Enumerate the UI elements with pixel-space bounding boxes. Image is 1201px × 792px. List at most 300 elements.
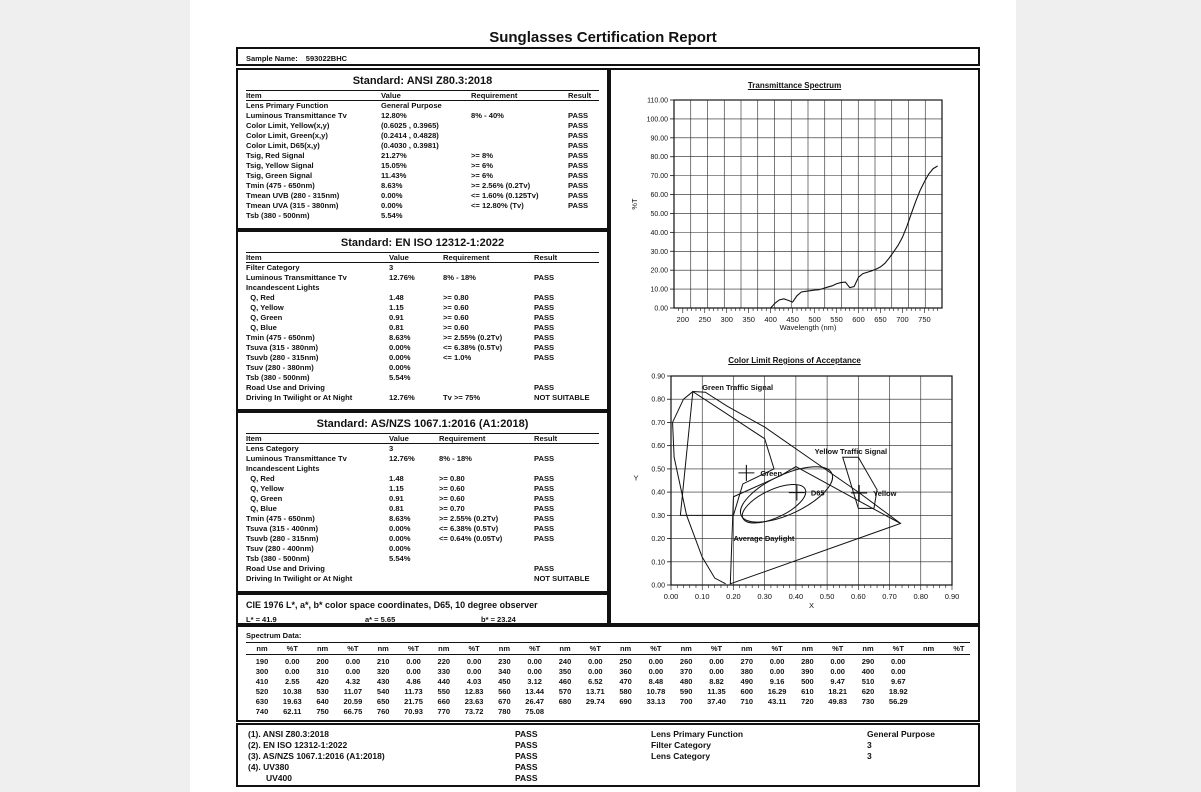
- spectrum-cell: 9.47: [830, 677, 845, 686]
- spectrum-cell: 49.83: [828, 697, 848, 706]
- asnzs-cell-item: Q, Green: [246, 494, 283, 503]
- ansi-cell-value: 21.27%: [381, 151, 407, 160]
- spectrum-cell: 220: [437, 657, 451, 666]
- color-limit-y-tick-label: 0.00: [651, 582, 665, 590]
- en-iso-title: Standard: EN ISO 12312-1:2022: [340, 237, 505, 249]
- spectrum-cell: 18.92: [888, 687, 908, 696]
- spectrum-header-cell: %T: [529, 644, 541, 653]
- asnzs-cell-result: PASS: [534, 494, 555, 503]
- spectrum-cell: 33.13: [646, 697, 666, 706]
- daylight-label: Average Daylight: [733, 533, 795, 543]
- spectrum-cell: 350: [558, 667, 572, 676]
- spectrum-cell: 62.11: [283, 707, 302, 716]
- spectrum-cell: 600: [740, 687, 754, 696]
- ansi-col-requirement: Requirement: [471, 91, 518, 100]
- en-cell-requirement: 8% - 18%: [443, 273, 476, 282]
- spectrum-cell: 730: [861, 697, 875, 706]
- en-cell-value: 1.15: [389, 303, 404, 312]
- spectrum-cell: 360: [619, 667, 632, 676]
- spectrum-cell: 0.00: [345, 657, 361, 666]
- ansi-cell-result: PASS: [568, 181, 589, 190]
- spectrum-cell: 340: [498, 667, 511, 676]
- color-limit-plot-frame: [671, 376, 952, 585]
- spectrum-cell: 75.08: [525, 707, 545, 716]
- transmittance-x-tick-label: 300: [720, 315, 733, 324]
- ansi-row: [246, 101, 599, 111]
- asnzs-row: [246, 544, 599, 554]
- spectrum-cell: 520: [255, 687, 269, 696]
- ansi-cell-value: (0.6025 , 0.3965): [381, 121, 439, 130]
- ansi-cell-result: PASS: [568, 151, 589, 160]
- asnzs-cell-item: Q, Yellow: [246, 484, 284, 493]
- spectrum-cell: 6.52: [587, 677, 603, 686]
- ansi-col-value: Value: [381, 91, 401, 100]
- spectrum-cell: 43.11: [767, 697, 787, 706]
- asnzs-cell-item: Tsuv (280 - 400nm): [246, 544, 314, 553]
- transmittance-y-tick-label: 20.00: [650, 267, 668, 275]
- asnzs-cell-requirement: >= 0.80: [439, 474, 465, 483]
- spectrum-cell: 740: [255, 707, 269, 716]
- ansi-row: [246, 201, 599, 211]
- transmittance-x-tick-label: 200: [676, 315, 690, 324]
- spectrum-header-cell: %T: [286, 644, 298, 653]
- ansi-cell-result: PASS: [568, 141, 589, 150]
- point-label-d65: D65: [810, 488, 825, 498]
- transmittance-x-axis-label: Wavelength (nm): [779, 323, 837, 332]
- asnzs-cell-value: 1.48: [389, 474, 404, 483]
- spectrum-cell: 0.00: [769, 657, 785, 666]
- color-limit-x-tick-label: 0.40: [788, 592, 804, 601]
- en-cell-value: 0.00%: [389, 363, 411, 372]
- spectrum-cell: 670: [498, 697, 511, 706]
- spectrum-header-cell: %T: [710, 644, 723, 653]
- spectrum-cell: 660: [437, 697, 451, 706]
- asnzs-cell-result: NOT SUITABLE: [534, 574, 590, 583]
- summary-standard: (3). AS/NZS 1067.1:2016 (A1:2018): [248, 751, 385, 761]
- asnzs-cell-value: 1.15: [389, 484, 404, 493]
- asnzs-cell-value: 12.76%: [389, 454, 415, 463]
- asnzs-cell-result: PASS: [534, 454, 555, 463]
- spectrum-cell: 0.00: [527, 657, 542, 666]
- spectrum-cell: 280: [801, 657, 814, 666]
- ansi-cell-requirement: <= 1.60% (0.125Tv): [471, 191, 539, 200]
- spectrum-cell: 20.59: [343, 697, 363, 706]
- asnzs-title: Standard: AS/NZS 1067.1:2016 (A1:2018): [316, 418, 529, 430]
- spectrum-header-cell: nm: [256, 644, 268, 653]
- ansi-col-result: Result: [568, 91, 592, 100]
- transmittance-y-tick-label: 40.00: [650, 229, 668, 237]
- en-iso-standard-section: [236, 230, 609, 411]
- en-cell-item: Luminous Transmittance Tv: [246, 273, 347, 282]
- spectrum-header-cell: nm: [801, 644, 814, 653]
- spectrum-header-cell: %T: [468, 644, 480, 653]
- spectrum-header-divider: [246, 654, 970, 655]
- spectrum-cell: 620: [861, 687, 875, 696]
- spectrum-cell: 480: [679, 677, 693, 686]
- en-cell-requirement: Tv >= 75%: [443, 393, 481, 402]
- spectrum-cell: 0.00: [587, 657, 603, 666]
- en-cell-value: 12.76%: [389, 393, 415, 402]
- en-cell-value: 3: [389, 263, 394, 272]
- transmittance-x-tick-label: 350: [742, 315, 755, 324]
- ansi-row: [246, 211, 599, 221]
- ansi-cell-item: Lens Primary Function: [246, 101, 329, 110]
- spectrum-cell: 10.38: [282, 687, 302, 696]
- spectrum-cell: 13.44: [525, 687, 545, 696]
- summary-value: General Purpose: [867, 729, 936, 739]
- spectrum-cell: 190: [255, 657, 269, 666]
- color-limit-x-tick-label: 0.60: [851, 592, 866, 601]
- color-limit-y-axis-label: Y: [633, 473, 639, 483]
- en-cell-value: 0.81: [389, 323, 404, 332]
- en-cell-result: PASS: [534, 353, 555, 362]
- spectrum-cell: 0.00: [284, 667, 300, 676]
- cie-l-value: L* = 41.9: [246, 615, 277, 624]
- spectrum-cell: 0.00: [709, 667, 724, 676]
- spectrum-cell: 21.75: [404, 697, 423, 706]
- transmittance-x-tick-label: 400: [764, 315, 777, 324]
- en-cell-value: 0.00%: [389, 343, 411, 352]
- spectrum-cell: 9.16: [769, 677, 785, 686]
- sample-box: [236, 47, 980, 66]
- en-cell-requirement: >= 0.80: [443, 293, 469, 302]
- asnzs-row: [246, 514, 599, 524]
- transmittance-x-tick-label: 550: [830, 315, 843, 324]
- ansi-cell-value: (0.2414 , 0.4828): [381, 131, 439, 140]
- transmittance-y-tick-label: 10.00: [650, 286, 668, 294]
- color-limit-chart: [611, 367, 978, 615]
- en-col-item: Item: [246, 253, 262, 262]
- asnzs-cell-result: PASS: [534, 534, 555, 543]
- en-cell-item: Tsuv (280 - 380nm): [246, 363, 314, 372]
- spectrum-cell: 37.40: [707, 697, 726, 706]
- summary-standard: (4). UV380: [248, 762, 290, 772]
- spectrum-cell: 230: [498, 657, 511, 666]
- spectrum-cell: 0.00: [466, 667, 482, 676]
- spectrum-header-cell: nm: [922, 644, 935, 653]
- en-row: [246, 383, 599, 393]
- asnzs-cell-requirement: <= 0.64% (0.05Tv): [439, 534, 503, 543]
- summary-result: PASS: [515, 740, 538, 750]
- spectrum-cell: 13.71: [585, 687, 605, 696]
- en-cell-item: Incandescent Lights: [246, 283, 320, 292]
- asnzs-cell-requirement: >= 2.55% (0.2Tv): [439, 514, 499, 523]
- ansi-cell-item: Color Limit, D65(x,y): [246, 141, 320, 150]
- asnzs-cell-requirement: >= 0.70: [439, 504, 465, 513]
- en-cell-result: NOT SUITABLE: [534, 393, 590, 402]
- en-cell-value: 0.91: [389, 313, 404, 322]
- asnzs-cell-result: PASS: [534, 564, 555, 573]
- ansi-cell-value: 5.54%: [381, 211, 403, 220]
- spectrum-cell: 23.63: [464, 697, 484, 706]
- spectrum-header-cell: nm: [680, 644, 692, 653]
- spectrum-divider: [246, 642, 970, 643]
- en-cell-result: PASS: [534, 313, 555, 322]
- asnzs-cell-result: PASS: [534, 514, 555, 523]
- ansi-row: [246, 171, 599, 181]
- asnzs-cell-result: PASS: [534, 474, 555, 483]
- green-signal-label: Green Traffic Signal: [702, 382, 774, 392]
- color-limit-x-tick-label: 0.10: [694, 592, 710, 601]
- summary-section: [236, 723, 980, 787]
- en-cell-result: PASS: [534, 273, 555, 282]
- en-row: [246, 343, 599, 353]
- ansi-cell-result: PASS: [568, 161, 589, 170]
- asnzs-cell-result: PASS: [534, 524, 555, 533]
- transmittance-y-tick-label: 0.00: [654, 305, 668, 313]
- asnzs-cell-item: Incandescent Lights: [246, 464, 320, 473]
- transmittance-y-axis-label: %T: [630, 198, 639, 210]
- spectrum-cell: 400: [861, 667, 875, 676]
- ansi-cell-value: 15.05%: [381, 161, 407, 170]
- ansi-cell-result: PASS: [568, 121, 589, 130]
- spectrum-cell: 26.47: [525, 697, 545, 706]
- ansi-cell-result: PASS: [568, 171, 589, 180]
- en-cell-result: PASS: [534, 333, 555, 342]
- spectrum-cell: 10.78: [646, 687, 666, 696]
- spectrum-cell: 610: [801, 687, 814, 696]
- spectrum-cell: 19.63: [282, 697, 302, 706]
- asnzs-cell-item: Luminous Transmittance Tv: [246, 454, 347, 463]
- en-cell-item: Q, Yellow: [246, 303, 284, 312]
- ansi-row: [246, 141, 599, 151]
- en-cell-item: Q, Green: [246, 313, 283, 322]
- summary-result: PASS: [515, 729, 538, 739]
- asnzs-standard-section: [236, 411, 609, 593]
- ansi-row: [246, 111, 599, 121]
- en-col-result: Result: [534, 253, 558, 262]
- spectrum-cell: 0.00: [466, 657, 482, 666]
- spectrum-header-cell: nm: [438, 644, 450, 653]
- spectrum-data-section: [236, 625, 980, 722]
- spectrum-header-cell: %T: [589, 644, 601, 653]
- spectrum-cell: 750: [316, 707, 329, 716]
- en-col-requirement: Requirement: [443, 253, 490, 262]
- asnzs-cell-value: 0.81: [389, 504, 404, 513]
- en-cell-item: Filter Category: [246, 263, 300, 272]
- spectrum-cell: 0.00: [648, 657, 664, 666]
- spectrum-cell: 66.75: [343, 707, 363, 716]
- en-cell-result: PASS: [534, 383, 555, 392]
- transmittance-x-tick-label: 450: [786, 315, 799, 324]
- spectrum-cell: 390: [801, 667, 814, 676]
- en-cell-value: 8.63%: [389, 333, 411, 342]
- asnzs-row: [246, 454, 599, 464]
- en-cell-value: 0.00%: [389, 353, 411, 362]
- ansi-cell-value: 0.00%: [381, 191, 403, 200]
- en-cell-requirement: >= 0.60: [443, 313, 469, 322]
- ansi-title: Standard: ANSI Z80.3:2018: [352, 75, 493, 87]
- spectrum-cell: 0.00: [284, 657, 300, 666]
- en-cell-item: Road Use and Driving: [246, 383, 325, 392]
- spectrum-header-cell: %T: [407, 644, 420, 653]
- spectrum-cell: 4.86: [406, 677, 421, 686]
- en-cell-result: PASS: [534, 323, 555, 332]
- asnzs-cell-result: PASS: [534, 504, 555, 513]
- asnzs-row: [246, 504, 599, 514]
- spectrum-cell: 680: [558, 697, 572, 706]
- daylight-region: [730, 467, 900, 584]
- spectrum-cell: 440: [437, 677, 451, 686]
- en-iso-rows: [238, 263, 607, 403]
- transmittance-x-tick-label: 700: [896, 315, 909, 324]
- en-cell-item: Q, Red: [246, 293, 275, 302]
- spectrum-cell: 460: [558, 677, 572, 686]
- ansi-cell-requirement: 8% - 40%: [471, 111, 504, 120]
- ansi-cell-requirement: >= 6%: [471, 171, 493, 180]
- transmittance-y-tick-label: 100.00: [646, 116, 668, 124]
- asnzs-row: [246, 494, 599, 504]
- spectrum-cell: 770: [437, 707, 451, 716]
- en-row: [246, 313, 599, 323]
- asnzs-cell-item: Tmin (475 - 650nm): [246, 514, 315, 523]
- spectrum-header-cell: %T: [892, 644, 904, 653]
- ansi-cell-result: PASS: [568, 111, 589, 120]
- charts-section: [609, 68, 980, 625]
- spectrum-cell: 0.00: [648, 667, 664, 676]
- ansi-cell-result: PASS: [568, 191, 589, 200]
- spectrum-cell: 29.74: [585, 697, 605, 706]
- ansi-row: [246, 161, 599, 171]
- ansi-row: [246, 131, 599, 141]
- summary-label: Lens Primary Function: [651, 729, 744, 739]
- spectrum-cell: 16.29: [767, 687, 787, 696]
- color-limit-y-tick-label: 0.70: [651, 419, 665, 427]
- spectrum-cell: 73.72: [464, 707, 484, 716]
- spectrum-cell: 320: [376, 667, 390, 676]
- asnzs-row: [246, 554, 599, 564]
- asnzs-cell-result: PASS: [534, 484, 555, 493]
- spectrum-cell: 11.73: [404, 687, 423, 696]
- ansi-row: [246, 191, 599, 201]
- asnzs-cell-requirement: <= 6.38% (0.5Tv): [439, 524, 499, 533]
- summary-label: Filter Category: [651, 740, 711, 750]
- ansi-cell-result: PASS: [568, 201, 589, 210]
- asnzs-row: [246, 534, 599, 544]
- spectrum-cell: 590: [679, 687, 693, 696]
- spectrum-cell: 270: [740, 657, 754, 666]
- ansi-cell-item: Tmean UVA (315 - 380nm): [246, 201, 339, 210]
- ansi-rows: [238, 101, 607, 221]
- ansi-cell-item: Tsig, Yellow Signal: [246, 161, 314, 170]
- spectrum-cell: 540: [376, 687, 390, 696]
- summary-value: 3: [867, 751, 872, 761]
- color-limit-y-tick-label: 0.30: [651, 512, 665, 520]
- spectrum-cell: 8.82: [709, 677, 724, 686]
- cie-b-value: b* = 23.24: [481, 615, 516, 624]
- report-title: Sunglasses Certification Report: [489, 29, 717, 46]
- summary-result: PASS: [515, 762, 538, 772]
- spectrum-cell: 2.55: [284, 677, 300, 686]
- spectrum-cell: 8.48: [648, 677, 664, 686]
- en-cell-result: PASS: [534, 343, 555, 352]
- asnzs-cell-value: 3: [389, 444, 394, 453]
- asnzs-row: [246, 444, 599, 454]
- ansi-cell-requirement: >= 8%: [471, 151, 493, 160]
- spectrum-cell: 410: [255, 677, 269, 686]
- asnzs-col-item: Item: [246, 434, 262, 443]
- asnzs-cell-item: Tsuva (315 - 400nm): [246, 524, 319, 533]
- spectrum-cell: 4.32: [345, 677, 361, 686]
- asnzs-row: [246, 564, 599, 574]
- en-row: [246, 293, 599, 303]
- color-limit-x-tick-label: 0.90: [944, 592, 960, 601]
- color-limit-x-tick-label: 0.80: [913, 592, 929, 601]
- en-cell-requirement: <= 6.38% (0.5Tv): [443, 343, 503, 352]
- ansi-cell-item: Luminous Transmittance Tv: [246, 111, 347, 120]
- spectrum-header-cell: %T: [953, 644, 965, 653]
- cie-a-value: a* = 5.65: [365, 615, 396, 624]
- asnzs-cell-item: Lens Category: [246, 444, 299, 453]
- ansi-cell-value: 11.43%: [381, 171, 407, 180]
- spectrum-cell: 70.93: [404, 707, 423, 716]
- spectrum-title: Spectrum Data:: [246, 631, 302, 640]
- point-label-green: Green: [760, 468, 783, 478]
- sample-name-label: Sample Name:: [246, 54, 298, 63]
- transmittance-x-tick-label: 600: [852, 315, 865, 324]
- en-cell-result: PASS: [534, 303, 555, 312]
- en-row: [246, 333, 599, 343]
- spectrum-cell: 780: [498, 707, 511, 716]
- transmittance-y-tick-label: 90.00: [650, 135, 668, 143]
- spectrum-cell: 420: [316, 677, 329, 686]
- spectrum-cell: 0.00: [406, 667, 421, 676]
- spectrum-cell: 18.21: [828, 687, 848, 696]
- ansi-cell-value: 8.63%: [381, 181, 403, 190]
- summary-standard: UV400: [266, 773, 292, 783]
- spectrum-cell: 330: [437, 667, 451, 676]
- spectrum-cell: 0.00: [527, 667, 542, 676]
- spectrum-cell: 300: [255, 667, 269, 676]
- en-cell-item: Q, Blue: [246, 323, 277, 332]
- transmittance-x-tick-label: 500: [808, 315, 821, 324]
- spectrum-cell: 530: [316, 687, 329, 696]
- color-limit-x-tick-label: 0.30: [757, 592, 772, 601]
- spectrum-cell: 0.00: [769, 667, 785, 676]
- spectrum-cell: 0.00: [830, 667, 845, 676]
- ansi-cell-value: 12.80%: [381, 111, 407, 120]
- spectrum-cell: 370: [679, 667, 693, 676]
- asnzs-row: [246, 484, 599, 494]
- spectrum-cell: 210: [376, 657, 390, 666]
- color-limit-y-tick-label: 0.40: [651, 489, 665, 497]
- spectrum-cell: 0.00: [709, 657, 724, 666]
- color-limit-x-tick-label: 0.50: [819, 592, 835, 601]
- spectrum-cell: 720: [801, 697, 814, 706]
- en-cell-result: PASS: [534, 293, 555, 302]
- asnzs-cell-item: Tsb (380 - 500nm): [246, 554, 310, 563]
- ansi-table-header: [246, 90, 599, 101]
- asnzs-row: [246, 524, 599, 534]
- en-row: [246, 363, 599, 373]
- color-limit-y-tick-label: 0.60: [651, 443, 665, 451]
- asnzs-cell-item: Q, Red: [246, 474, 275, 483]
- transmittance-y-tick-label: 110.00: [647, 97, 668, 105]
- spectrum-cell: 0.00: [406, 657, 421, 666]
- ansi-cell-requirement: <= 12.80% (Tv): [471, 201, 524, 210]
- spectrum-header-cell: %T: [650, 644, 662, 653]
- ansi-row: [246, 151, 599, 161]
- spectrum-header-cell: nm: [377, 644, 389, 653]
- asnzs-cell-value: 0.00%: [389, 534, 411, 543]
- summary-label: Lens Category: [651, 751, 711, 761]
- transmittance-x-tick-label: 750: [918, 315, 931, 324]
- spectrum-cell: 3.12: [527, 677, 542, 686]
- spectral-locus-line: [673, 392, 901, 584]
- asnzs-cell-value: 8.63%: [389, 514, 411, 523]
- spectrum-cell: 430: [376, 677, 390, 686]
- yellow-signal-label: Yellow Traffic Signal: [814, 446, 888, 456]
